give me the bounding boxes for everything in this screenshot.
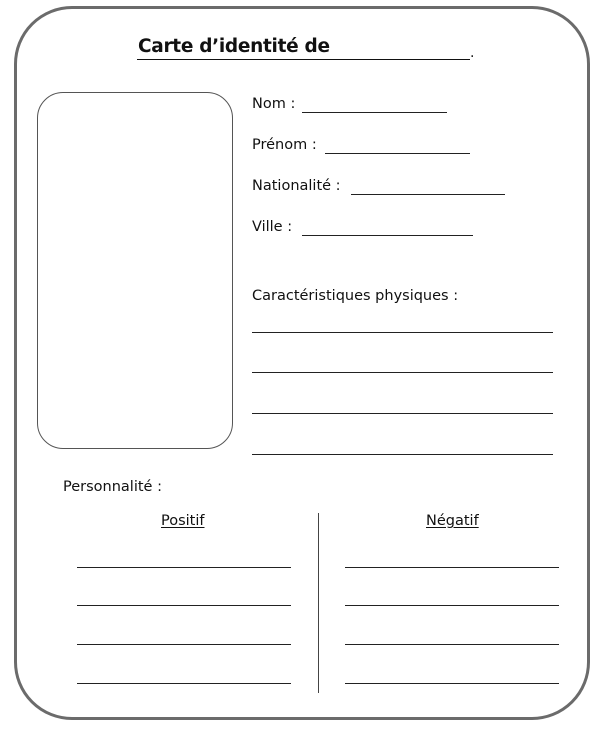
negative-blank-line[interactable] [345, 605, 559, 606]
nom-label: Nom : [252, 96, 296, 112]
nationalite-label: Nationalité : [252, 178, 341, 194]
nom-blank[interactable] [302, 112, 447, 113]
physical-blank-line[interactable] [252, 413, 553, 414]
negative-blank-line[interactable] [345, 567, 559, 568]
negative-blank-line[interactable] [345, 644, 559, 645]
physical-blank-line[interactable] [252, 372, 553, 373]
ville-label: Ville : [252, 219, 293, 235]
prenom-blank[interactable] [325, 153, 470, 154]
photo-box [37, 92, 233, 449]
prenom-label: Prénom : [252, 137, 317, 153]
physical-blank-line[interactable] [252, 454, 553, 455]
negative-blank-line[interactable] [345, 683, 559, 684]
ville-blank[interactable] [302, 235, 473, 236]
card-title: Carte d’identité de [138, 36, 330, 57]
column-divider [318, 513, 319, 693]
positive-blank-line[interactable] [77, 605, 291, 606]
positive-header: Positif [161, 513, 205, 529]
physical-label: Caractéristiques physiques : [252, 288, 459, 304]
positive-blank-line[interactable] [77, 683, 291, 684]
title-trailing-dot: . [470, 45, 475, 61]
negative-header: Négatif [426, 513, 479, 529]
nationalite-blank[interactable] [351, 194, 505, 195]
title-name-blank[interactable] [137, 59, 470, 60]
positive-blank-line[interactable] [77, 644, 291, 645]
physical-blank-line[interactable] [252, 332, 553, 333]
positive-blank-line[interactable] [77, 567, 291, 568]
personality-label: Personnalité : [63, 479, 162, 495]
